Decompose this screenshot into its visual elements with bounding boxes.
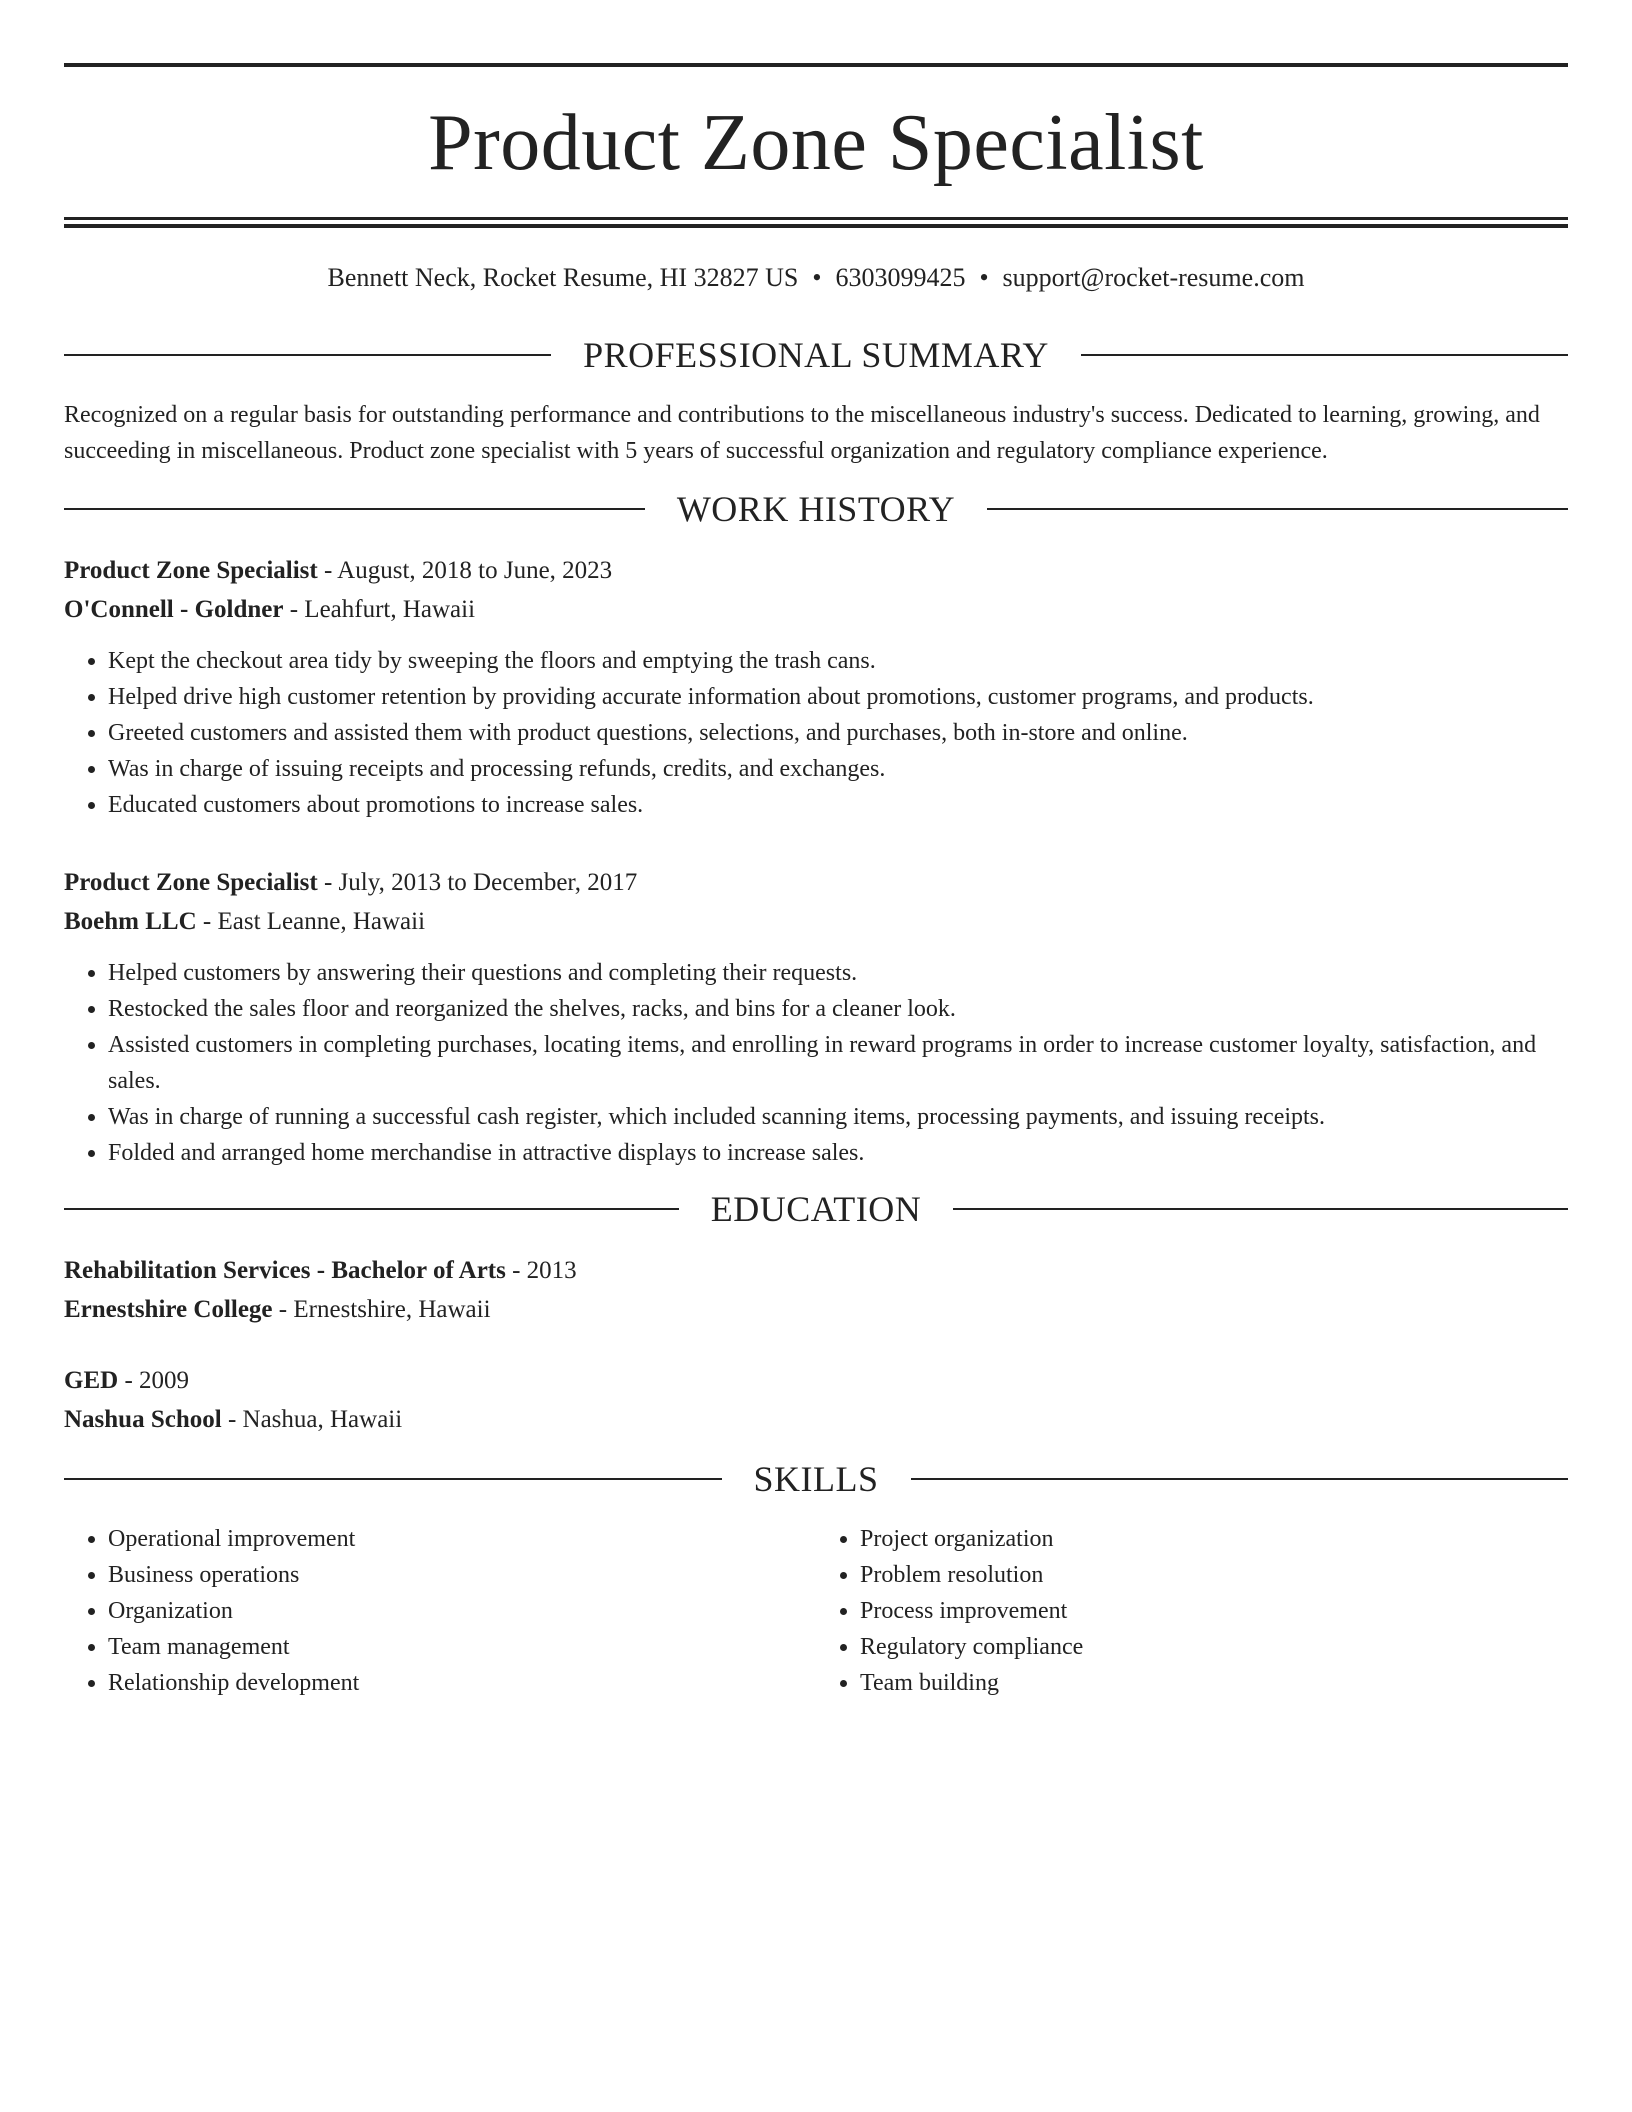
list-item: • Restocked the sales floor and reorganized the shelves, racks, and bins for a cleaner look. xyxy=(108,991,1568,1027)
list-item: • Was in charge of issuing receipts and processing refunds, credits, and exchanges. xyxy=(108,751,1568,787)
job-bullets xyxy=(64,643,1568,823)
education-school-line xyxy=(64,1290,1568,1329)
list-item: • Educated customers about promotions to increase sales. xyxy=(108,787,1568,823)
job-company-line xyxy=(64,902,1568,941)
job-dates: - July, 2013 to December, 2017 xyxy=(317,869,638,897)
list-item: • Assisted customers in completing purchases, locating items, and enrolling in reward programs in order to increase customer loyalty, satisfaction, and sales. xyxy=(108,1027,1568,1099)
list-item: • Problem resolution xyxy=(860,1557,1568,1593)
education-year: - 2013 xyxy=(505,1257,577,1285)
contact-separator: • xyxy=(979,263,989,292)
list-item: • Business operations xyxy=(108,1557,816,1593)
job-company: O'Connell - Goldner xyxy=(64,596,284,624)
list-item: • Team management xyxy=(108,1629,816,1665)
education-degree-line xyxy=(64,1361,1568,1400)
section-heading-education xyxy=(64,1189,1568,1230)
education-school: Nashua School xyxy=(64,1406,222,1434)
skills-column-right xyxy=(816,1521,1568,1701)
heading-rule xyxy=(64,1208,679,1210)
contact-phone: 6303099425 xyxy=(835,263,966,292)
education-degree-line xyxy=(64,1251,1568,1290)
contact-address: Bennett Neck, Rocket Resume, HI 32827 US xyxy=(327,263,799,292)
education-degree: Rehabilitation Services - Bachelor of Arts xyxy=(64,1257,506,1285)
education-school: Ernestshire College xyxy=(64,1296,273,1324)
education-entry xyxy=(64,1361,1568,1439)
resume-page xyxy=(64,63,1568,1701)
contact-line xyxy=(64,262,1568,293)
heading-rule xyxy=(64,354,551,356)
job-entry xyxy=(64,551,1568,823)
list-item: • Greeted customers and assisted them with product questions, selections, and purchases, both in-store and online. xyxy=(108,715,1568,751)
job-title-line xyxy=(64,863,1568,902)
heading-rule xyxy=(953,1208,1568,1210)
job-company-line xyxy=(64,590,1568,629)
candidate-name: Product Zone Specialist xyxy=(428,99,1204,187)
top-rule xyxy=(64,63,1568,67)
job-dates: - August, 2018 to June, 2023 xyxy=(317,557,613,585)
job-title-line xyxy=(64,551,1568,590)
list-item: • Folded and arranged home merchandise in attractive displays to increase sales. xyxy=(108,1135,1568,1171)
job-title: Product Zone Specialist xyxy=(64,869,318,897)
job-title: Product Zone Specialist xyxy=(64,557,318,585)
summary-text: Recognized on a regular basis for outstanding performance and contributions to the miscellaneous industry's success. Dedicated to learning, growing, and succeeding in miscellaneous. Product zone specialist with 5 years of successful organization and regulatory compliance experience. xyxy=(64,402,1540,465)
list-item: • Regulatory compliance xyxy=(860,1629,1568,1665)
heading-rule xyxy=(64,1478,722,1480)
skills-column-left xyxy=(64,1521,816,1701)
education-location: - Ernestshire, Hawaii xyxy=(272,1296,491,1324)
job-location: - East Leanne, Hawaii xyxy=(196,908,426,936)
list-item: • Kept the checkout area tidy by sweeping the floors and emptying the trash cans. xyxy=(108,643,1568,679)
section-title: EDUCATION xyxy=(710,1189,922,1230)
job-entry xyxy=(64,863,1568,1171)
section-title: WORK HISTORY xyxy=(676,489,956,530)
heading-rule xyxy=(911,1478,1569,1480)
list-item: • Team building xyxy=(860,1665,1568,1701)
job-bullets xyxy=(64,955,1568,1171)
list-item: • Organization xyxy=(108,1593,816,1629)
list-item: • Was in charge of running a successful cash register, which included scanning items, processing payments, and issuing receipts. xyxy=(108,1099,1568,1135)
section-title: SKILLS xyxy=(753,1459,879,1500)
heading-rule xyxy=(987,508,1568,510)
list-item: • Helped drive high customer retention by providing accurate information about promotions, customer programs, and products. xyxy=(108,679,1568,715)
list-item: • Relationship development xyxy=(108,1665,816,1701)
double-rule xyxy=(64,217,1568,228)
section-heading-skills xyxy=(64,1459,1568,1500)
list-item: • Process improvement xyxy=(860,1593,1568,1629)
education-location: - Nashua, Hawaii xyxy=(221,1406,403,1434)
contact-separator: • xyxy=(812,263,822,292)
section-title: PROFESSIONAL SUMMARY xyxy=(583,335,1049,376)
heading-rule xyxy=(64,508,645,510)
job-location: - Leahfurt, Hawaii xyxy=(283,596,476,624)
heading-rule xyxy=(1081,354,1568,356)
contact-email: support@rocket-resume.com xyxy=(1002,263,1305,292)
section-heading-summary xyxy=(64,335,1568,376)
list-item: • Project organization xyxy=(860,1521,1568,1557)
education-year: - 2009 xyxy=(118,1367,190,1395)
job-company: Boehm LLC xyxy=(64,908,197,936)
education-degree: GED xyxy=(64,1367,119,1395)
skills-list xyxy=(64,1521,1568,1701)
list-item: • Helped customers by answering their questions and completing their requests. xyxy=(108,955,1568,991)
section-heading-work-history xyxy=(64,489,1568,530)
education-entry xyxy=(64,1251,1568,1329)
education-school-line xyxy=(64,1400,1568,1439)
list-item: • Operational improvement xyxy=(108,1521,816,1557)
